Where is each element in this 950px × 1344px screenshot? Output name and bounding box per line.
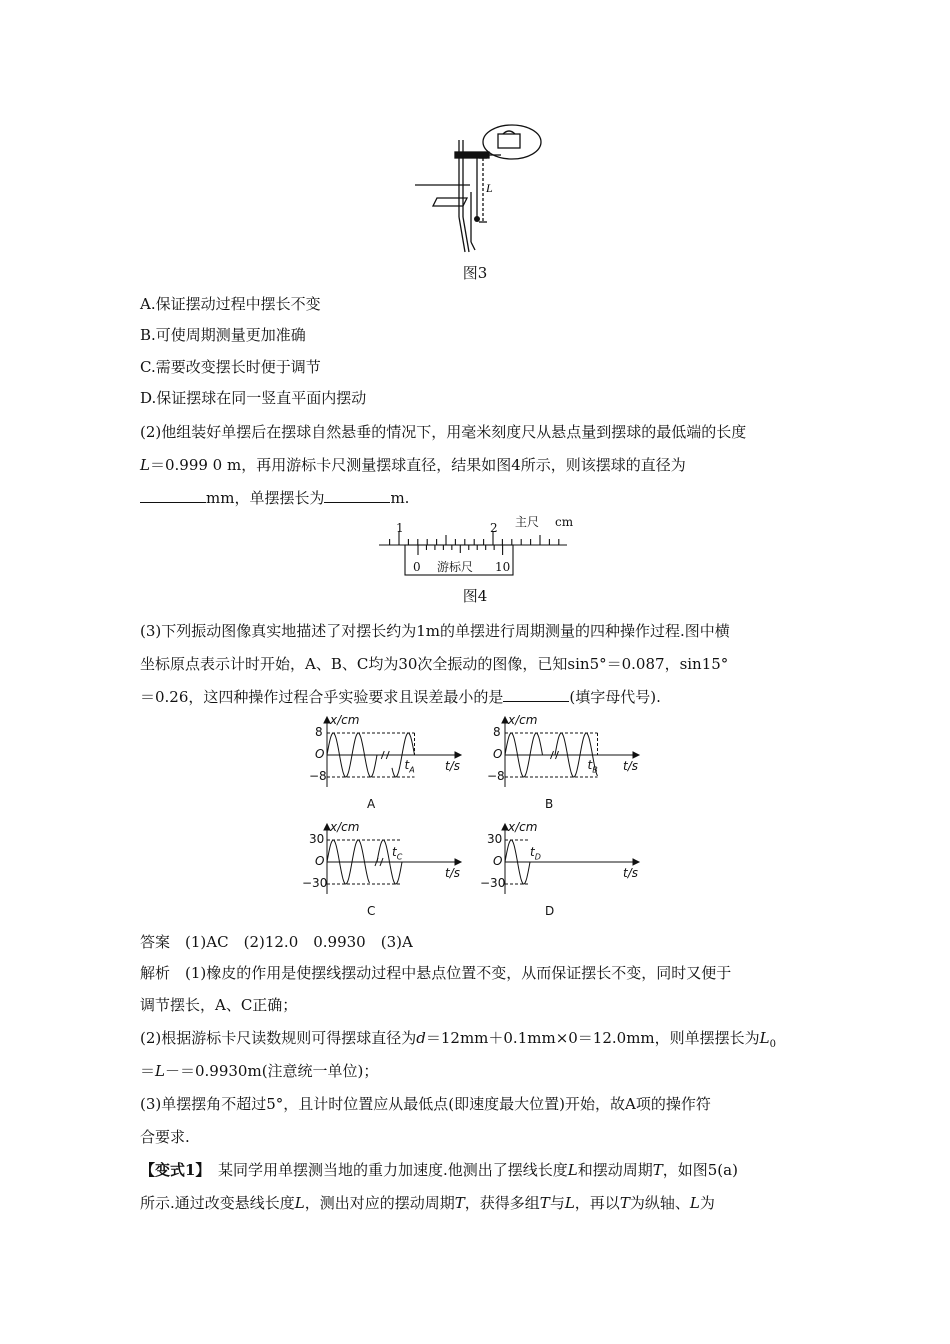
t-mark-sub: D <box>534 852 541 862</box>
answer-line <box>140 931 413 953</box>
origin-label: O <box>493 747 503 761</box>
var-d: d <box>416 1029 426 1047</box>
question-2-line-1: (2)他组装好单摆后在摆球自然悬垂的情况下，用毫米刻度尺从悬点量到摆球的最低端的长度 <box>140 423 747 441</box>
chart-caption: A <box>367 797 376 811</box>
t-mark-sub: A <box>409 765 415 775</box>
variant-text-9: 为纵轴、 <box>629 1194 690 1212</box>
main-tick-1: 1 <box>396 521 404 535</box>
t-axis-label: t/s <box>623 759 638 773</box>
y-axis-label: x/cm <box>330 820 360 834</box>
chart-caption: D <box>545 904 555 918</box>
option-a: A.保证摆动过程中摆长不变 <box>140 295 321 313</box>
t-mark-b <box>588 758 598 774</box>
y-axis-label: x/cm <box>330 713 360 727</box>
analysis-p2-a: (2)根据游标卡尺读数规则可得摆球直径为 <box>140 1029 417 1047</box>
main-scale-label: 主尺 <box>515 515 540 529</box>
y-axis-label: x/cm <box>508 713 538 727</box>
t-mark-a <box>405 758 415 774</box>
option-c: C.需要改变摆长时便于调节 <box>140 358 321 376</box>
q2-text-end: m. <box>390 489 410 507</box>
x-axis-arrow <box>633 752 639 758</box>
analysis-line-1 <box>140 962 731 984</box>
question-3-line-2: 坐标原点表示计时开始，A、B、C均为30次全振动的图像，已知sin5°＝0.087，sin15° <box>140 655 729 673</box>
q3-text-end: (填字母代号). <box>569 688 661 706</box>
q2-text: ＝0.999 0 m，再用游标卡尺测量摆球直径，结果如图4所示，则该摆球的直径为 <box>149 456 686 474</box>
answer-blank-diameter[interactable] <box>140 488 206 503</box>
analysis-p1-1: (1)橡皮的作用是使摆线摆动过程中悬点位置不变，从而保证摆长不变，同时又便于 <box>185 964 732 982</box>
q2-text-mid: mm，单摆摆长为 <box>206 489 325 507</box>
var-L0: L <box>759 1029 770 1047</box>
max-label: 8 <box>493 725 501 739</box>
min-label: −8 <box>487 769 505 783</box>
var-L-v2: L <box>294 1194 305 1212</box>
vernier-tick-0: 0 <box>413 560 421 574</box>
analysis-p2-d: －＝0.9930m(注意统一单位)； <box>164 1062 379 1080</box>
y-axis-label: x/cm <box>508 820 538 834</box>
var-T-v2: T <box>454 1194 465 1212</box>
chart-caption: B <box>545 797 554 811</box>
max-label: 8 <box>315 725 323 739</box>
t-axis-label: t/s <box>623 866 638 880</box>
sub-0: 0 <box>769 1039 776 1050</box>
answer-blank-choice[interactable] <box>503 687 569 702</box>
var-L2: L <box>155 1062 165 1080</box>
var-L-v1: L <box>567 1161 578 1179</box>
question-3-line-3 <box>140 686 661 708</box>
answer-label: 答案 <box>140 933 171 951</box>
variant-line-1 <box>140 1159 738 1181</box>
origin-label: O <box>315 854 325 868</box>
analysis-line-5: (3)单摆摆角不超过5°，且计时位置应从最低点(即速度最大位置)开始，故A项的操作符 <box>140 1095 711 1113</box>
variant-text-1: 某同学用单摆测当地的重力加速度.他测出了摆线长度 <box>217 1161 568 1179</box>
max-label: 30 <box>487 832 503 846</box>
t-mark-sub: B <box>592 765 598 775</box>
figure-3-pendulum-apparatus <box>415 122 550 257</box>
question-2-line-3 <box>140 487 409 509</box>
q3-text: ＝0.26，这四种操作过程合乎实验要求且误差最小的是 <box>140 688 504 706</box>
analysis-p2-b: ＝12mm＋0.1mm×0＝12.0mm，则单摆摆长为 <box>425 1029 760 1047</box>
figure-3-caption: 图3 <box>462 264 488 282</box>
t-axis-label: t/s <box>445 866 460 880</box>
variant-text-8: ，再以 <box>574 1194 620 1212</box>
option-d: D.保证摆球在同一竖直平面内摆动 <box>140 389 367 407</box>
t-mark-letter: t <box>530 845 535 859</box>
x-axis-arrow <box>455 859 461 865</box>
figure-4-caption: 图4 <box>462 587 488 605</box>
t-mark-c <box>392 845 402 861</box>
analysis-line-2: 调节摆长，A、C正确； <box>140 996 298 1014</box>
variant-text-7: 与 <box>549 1194 565 1212</box>
x-axis-arrow <box>633 859 639 865</box>
t-mark-letter: t <box>392 845 397 859</box>
t-mark-letter: t <box>587 758 593 772</box>
vibration-chart-d <box>470 822 645 922</box>
analysis-p2-c: ＝ <box>140 1062 156 1080</box>
var-T-v3: T <box>539 1194 550 1212</box>
t-mark-letter: t <box>404 758 410 772</box>
label-L: L <box>486 181 493 195</box>
variant-text-5: ，测出对应的摆动周期 <box>304 1194 455 1212</box>
answer-text: (1)AC (2)12.0 0.9930 (3)A <box>185 933 413 951</box>
var-T-v1: T <box>652 1161 663 1179</box>
vibration-chart-c <box>292 822 467 922</box>
var-L-v3: L <box>564 1194 575 1212</box>
var-L-v4: L <box>689 1194 700 1212</box>
vernier-tick-10: 10 <box>495 560 511 574</box>
var-L: L <box>140 456 150 474</box>
analysis-line-6: 合要求. <box>140 1128 190 1146</box>
variant-text-6: ，获得多组 <box>464 1194 540 1212</box>
question-2-line-2 <box>140 454 686 476</box>
variant-text-2: 和摆动周期 <box>577 1161 653 1179</box>
chart-caption: C <box>367 904 376 918</box>
variant-label: 【变式1】 <box>140 1161 203 1179</box>
answer-blank-length[interactable] <box>324 488 390 503</box>
t-mark-sub: C <box>396 852 403 862</box>
analysis-line-4 <box>140 1060 378 1082</box>
variant-text-3: ，如图5(a) <box>662 1161 738 1179</box>
min-label: −30 <box>302 876 328 890</box>
variant-line-2 <box>140 1192 715 1214</box>
analysis-line-3 <box>140 1027 776 1056</box>
min-label: −30 <box>480 876 506 890</box>
variant-text-10: 为 <box>699 1194 715 1212</box>
analysis-label: 解析 <box>140 964 171 982</box>
max-label: 30 <box>309 832 325 846</box>
unit-label: cm <box>555 515 574 529</box>
vibration-chart-a <box>292 715 467 815</box>
var-T-v4: T <box>619 1194 630 1212</box>
min-label: −8 <box>309 769 327 783</box>
vernier-label: 游标尺 <box>437 560 474 574</box>
figure-4-vernier-caliper <box>375 512 575 578</box>
option-b: B.可使周期测量更加准确 <box>140 326 306 344</box>
t-mark-d <box>530 845 541 861</box>
main-tick-2: 2 <box>490 521 498 535</box>
origin-label: O <box>315 747 325 761</box>
origin-label: O <box>493 854 503 868</box>
t-axis-label: t/s <box>445 759 460 773</box>
x-axis-arrow <box>455 752 461 758</box>
question-3-line-1: (3)下列振动图像真实地描述了对摆长约为1m的单摆进行周期测量的四种操作过程.图中横 <box>140 622 730 640</box>
variant-text-4: 所示.通过改变悬线长度 <box>140 1194 295 1212</box>
vibration-chart-b <box>470 715 645 815</box>
